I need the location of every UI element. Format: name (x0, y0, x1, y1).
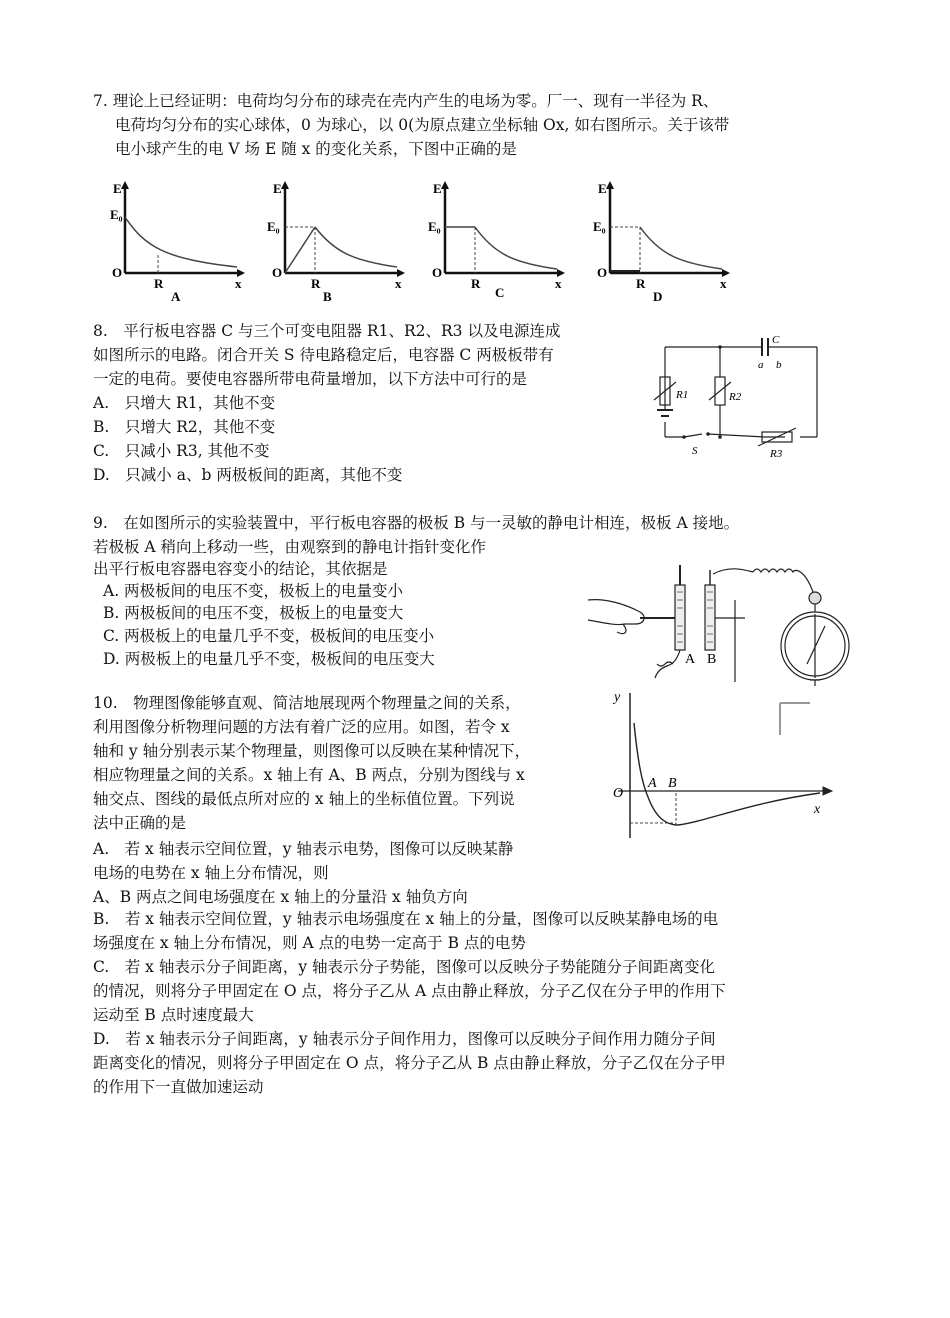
q7b-o-label: O (272, 265, 283, 280)
q8-s-label: S (692, 445, 698, 457)
q7-option-c[interactable]: C (495, 285, 505, 300)
q7b-r-label: R (311, 276, 321, 291)
q8-choice-b[interactable]: B. 只增大 R2，其他不变 (93, 418, 276, 436)
q7a-x-label: x (235, 276, 242, 291)
q10-choice-c-line-3: 运动至 B 点时速度最大 (93, 1006, 254, 1024)
q10-x-label: x (814, 802, 821, 817)
q7d-x-label: x (720, 276, 727, 291)
q10-line-1: 10. 物理图像能够直观、简洁地展现两个物理量之间的关系， (93, 694, 521, 712)
q7-graph-b (265, 175, 405, 310)
q10-line-5: 轴交点、图线的最低点所对应的 x 轴上的坐标值位置。下列说 (93, 790, 515, 808)
q8-r3-label: R3 (770, 448, 783, 460)
q10-choice-d-line-2: 距离变化的情况，则将分子甲固定在 O 点，将分子乙从 B 点由静止释放，分子乙仅在分子甲 (93, 1054, 726, 1072)
q7b-e0-label: E₀ (267, 219, 280, 234)
q8-choice-d[interactable]: D. 只减小 a、b 两极板间的距离，其他不变 (93, 466, 403, 484)
q9-plate-a-label: A (685, 652, 696, 667)
q7b-e-label: E (273, 181, 282, 196)
q7d-e-label: E (598, 181, 607, 196)
q7c-o-label: O (432, 265, 443, 280)
q10-line-3: 轴和 y 轴分别表示某个物理量，则图像可以反映在某种情况下， (93, 742, 531, 760)
q8-line-1: 8. 平行板电容器 C 与三个可变电阻器 R1、R2、R3 以及电源连成 (93, 322, 561, 340)
q10-choice-c-line-1[interactable]: C. 若 x 轴表示分子间距离，y 轴表示分子势能，图像可以反映分子势能随分子间距离变化 (93, 958, 716, 976)
q10-line-2: 利用图像分析物理问题的方法有着广泛的应用。如图，若令 x (93, 718, 510, 736)
q7a-o-label: O (112, 265, 123, 280)
q7c-r-label: R (471, 276, 481, 291)
q9-choice-c[interactable]: C. 两极板上的电量几乎不变，极板间的电压变小 (103, 627, 435, 645)
q10-b-label: B (668, 776, 677, 791)
q9-choice-b[interactable]: B. 两极板间的电压不变，极板上的电量变大 (103, 604, 404, 622)
q10-choice-a-line-3: A、B 两点之间电场强度在 x 轴上的分量沿 x 轴负方向 (93, 888, 468, 906)
q8-line-3: 一定的电荷。要使电容器所带电荷量增加，以下方法中可行的是 (93, 370, 528, 388)
q8-circuit-diagram (640, 330, 830, 465)
q10-choice-a-line-1[interactable]: A. 若 x 轴表示空间位置，y 轴表示电势，图像可以反映某静 (93, 840, 514, 858)
q10-graph (608, 683, 843, 843)
q10-o-label: O (613, 786, 624, 801)
q9-plate-b-label: B (707, 652, 717, 667)
q7b-x-label: x (395, 276, 402, 291)
q9-line-3: 出平行板电容器电容变小的结论，其依据是 (93, 560, 388, 578)
q8-line-2: 如图所示的电路。闭合开关 S 待电路稳定后，电容器 C 两极板带有 (93, 346, 554, 364)
q10-line-6: 法中正确的是 (93, 814, 187, 832)
q8-c-label: C (772, 334, 780, 346)
q7-line-3: 电小球产生的电 V 场 E 随 x 的变化关系，下图中正确的是 (115, 140, 517, 158)
q7a-e0-label: E₀ (110, 207, 123, 222)
q10-choice-d-line-3: 的作用下一直做加速运动 (93, 1078, 264, 1096)
q8-a-label: a (758, 359, 764, 371)
q9-line-1: 9. 在如图所示的实验装置中，平行板电容器的极板 B 与一灵敏的静电计相连，极板 A 接地。 (93, 514, 740, 532)
q7c-e-label: E (433, 181, 442, 196)
q10-line-4: 相应物理量之间的关系。x 轴上有 A、B 两点，分别为图线与 x (93, 766, 525, 784)
q7d-r-label: R (636, 276, 646, 291)
q9-electrometer-apparatus (585, 560, 850, 688)
q10-choice-a-line-2: 电场的电势在 x 轴上分布情况，则 (93, 864, 329, 882)
q7-line-2: 电荷均匀分布的实心球体，0 为球心，以 0(为原点建立坐标轴 Ox, 如右图所示。关于该带 (115, 116, 730, 134)
q7-graph-a (105, 175, 245, 310)
q7-option-a[interactable]: A (171, 289, 181, 304)
q7a-r-label: R (154, 276, 164, 291)
q9-choice-d[interactable]: D. 两极板上的电量几乎不变，极板间的电压变大 (103, 650, 435, 668)
q10-choice-b-line-1[interactable]: B. 若 x 轴表示空间位置，y 轴表示电场强度在 x 轴上的分量，图像可以反映某静电场的电 (93, 910, 719, 928)
q10-choice-b-line-2: 场强度在 x 轴上分布情况，则 A 点的电势一定高于 B 点的电势 (93, 934, 526, 952)
q9-choice-a[interactable]: A. 两极板间的电压不变，极板上的电量变小 (103, 582, 404, 600)
q8-choice-a[interactable]: A. 只增大 R1，其他不变 (93, 394, 276, 412)
q7-option-b[interactable]: B (323, 289, 332, 304)
q8-choice-c[interactable]: C. 只减小 R3, 其他不变 (93, 442, 270, 460)
q7c-x-label: x (555, 276, 562, 291)
q8-r1-label: R1 (676, 389, 689, 401)
q7c-e0-label: E₀ (428, 219, 441, 234)
q7-line-1: 7. 理论上已经证明：电荷均匀分布的球壳在壳内产生的电场为零。厂一、现有一半径为 R、 (93, 92, 719, 110)
q10-choice-c-line-2: 的情况，则将分子甲固定在 O 点，将分子乙从 A 点由静止释放，分子乙仅在分子甲的作用下 (93, 982, 726, 1000)
q7-graph-c (425, 175, 565, 310)
q7a-e-label: E (113, 181, 122, 196)
q10-y-label: y (614, 690, 621, 705)
q7-graph-d (590, 175, 730, 310)
q8-b-label: b (776, 359, 782, 371)
q7-option-d[interactable]: D (653, 289, 663, 304)
q7d-o-label: O (597, 265, 608, 280)
q8-r2-label: R2 (729, 391, 742, 403)
q7d-e0-label: E₀ (593, 219, 606, 234)
q9-line-2: 若极板 A 稍向上移动一些，由观察到的静电计指针变化作 (93, 538, 487, 556)
q10-a-label: A (648, 776, 657, 791)
q10-choice-d-line-1[interactable]: D. 若 x 轴表示分子间距离，y 轴表示分子间作用力，图像可以反映分子间作用力随分子间 (93, 1030, 716, 1048)
